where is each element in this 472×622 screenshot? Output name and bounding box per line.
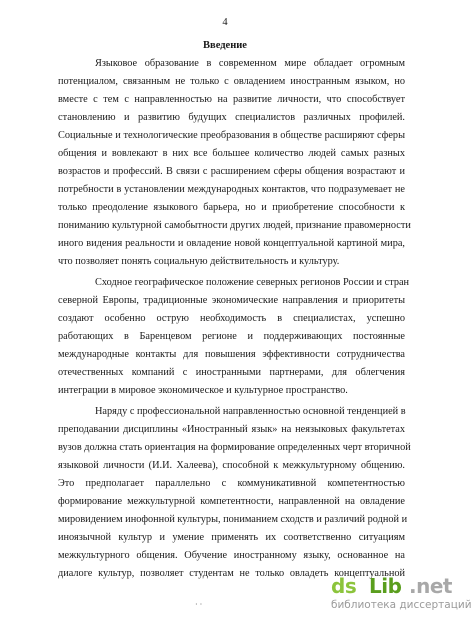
section-title: Введение <box>203 40 247 51</box>
text-line: отечественных компаний с иностранными партнерами, для облегчения <box>58 367 405 378</box>
text-line: возрастов и профессий. В связи с расширением сферы общения возрастают и <box>58 166 405 177</box>
text-line: становлению и развитию будущих специалистов различных профилей. <box>58 112 405 123</box>
text-line: иноязычной культур и умение применять их соответственно ситуациям <box>58 532 405 543</box>
text-line: диалоге культур, позволяет студентам не только овладеть концептуальной <box>58 568 405 579</box>
watermark-subtitle: библиотека диссертаций <box>331 599 472 611</box>
text-line: потребности в установлении международных контактов, что подразумевает не <box>58 184 405 195</box>
text-line: пониманию культурной самобытности других людей, признание правомерности <box>58 220 411 231</box>
dslib-logo <box>331 574 452 598</box>
text-line: вузов должна стать ориентация на формирование определенных черт вторичной <box>58 442 411 453</box>
text-line: формирование межкультурной компетентности, направленной на овладение <box>58 496 405 507</box>
text-line: общения и вовлекают в них все большее количество людей самых разных <box>58 148 405 159</box>
text-line: Сходное географическое положение северных регионов России и стран <box>95 277 410 288</box>
logo-ds-text: ds <box>331 574 357 598</box>
text-line: создают особенно острую необходимость в специалистах, успешно <box>58 313 405 324</box>
text-line: Языковое образование в современном мире обладает огромным <box>95 58 405 69</box>
text-line: северной Европы, традиционные экономические направления и приоритеты <box>58 295 405 306</box>
text-line: языковой личности (И.И. Халеева), способной к межкультурному общению. <box>58 460 405 471</box>
text-line: Наряду с профессиональной направленностью основной тенденцией в <box>95 406 406 417</box>
text-line: иного видения реальности и овладение новой концептуальной картиной мира, <box>58 238 405 249</box>
text-line: что позволяет понять социальную действительность и культуру. <box>58 256 340 267</box>
text-line: потенциалом, связанным не только с овладением иностранным языком, но <box>58 76 405 87</box>
text-line: преподавании дисциплины «Иностранный язык» на неязыковых факультетах <box>58 424 405 435</box>
footer-mark: · · <box>195 600 203 609</box>
text-line: Социальные и технологические преобразования в обществе расширяют сферы <box>58 130 405 141</box>
dslib-watermark <box>331 574 472 618</box>
text-line: вместе с тем с направленностью на развитие личности, что способствует <box>58 94 405 105</box>
text-line: международные контакты для повышения эффективности сотрудничества <box>58 349 405 360</box>
text-line: мировидением инофонной культуры, пониманием сходств и различий родной и <box>58 514 408 525</box>
logo-lib-text: Lib <box>369 574 402 598</box>
text-line: Это предполагает параллельно с коммуникативной компетентностью <box>58 478 405 489</box>
text-line: межкультурного общения. Обучение иностранному языку, основанное на <box>58 550 405 561</box>
page-number: 4 <box>222 17 228 28</box>
text-line: только преодоление языкового барьера, но и приобретение способности к <box>58 202 405 213</box>
text-line: работающих в Баренцевом регионе и поддерживающих постоянные <box>58 331 405 342</box>
text-line: интеграции в мировое экономическое и культурное пространство. <box>58 385 348 396</box>
logo-net-text: .net <box>409 574 452 598</box>
